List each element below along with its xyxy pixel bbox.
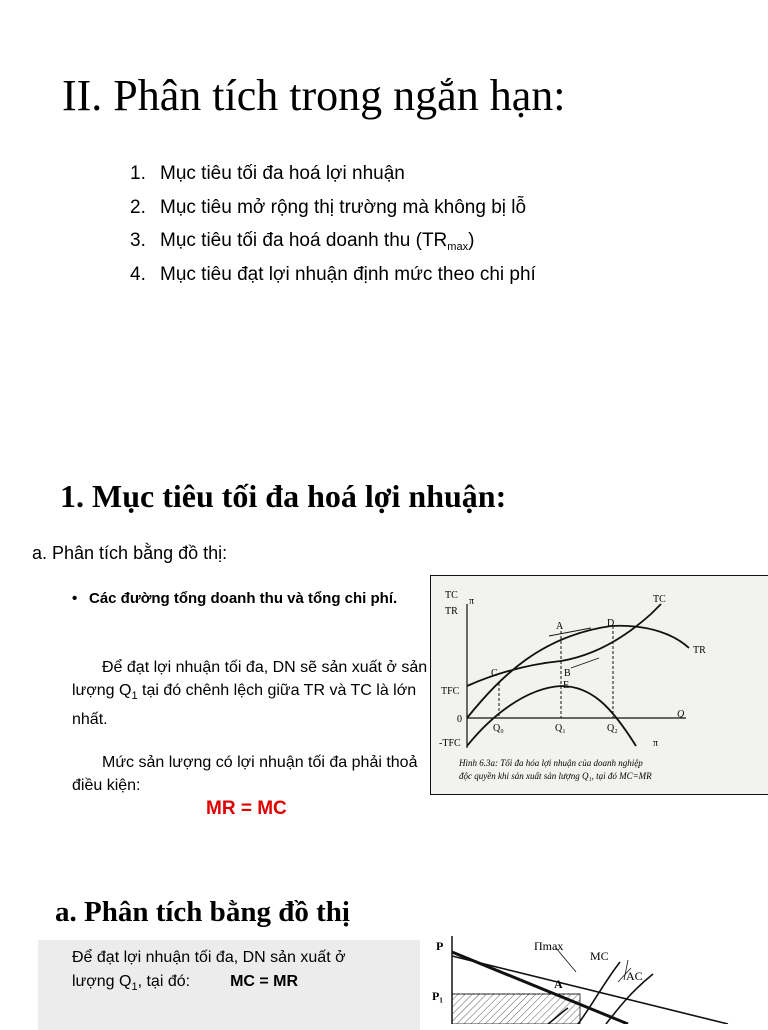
point-a-label: A — [556, 621, 564, 632]
paragraph-profit: Để đạt lợi nhuận tối đa, DN sẽ sản xuất ở sản lượng $Q_1$ tại đó chênh lệch giữa TR và TC là lớn nhất. — [72, 659, 428, 728]
tangent-line-b — [571, 658, 599, 668]
list-item: 4. Mục tiêu đạt lợi nhuận định mức theo chi phí — [130, 263, 536, 285]
list-item: 2. Mục tiêu mở rộng thị trường mà không bị lỗ — [130, 196, 527, 218]
figure-mc-ac-graph — [428, 932, 768, 1024]
figure-caption-line1: Hình 6.3a: Tối đa hóa lợi nhuận của doanh nghiệp — [459, 758, 643, 768]
condition-formula: MR = MC — [206, 798, 287, 819]
mc-label: MC — [590, 949, 609, 963]
tr-curve — [467, 626, 689, 718]
q0-label: Q₀ — [493, 723, 504, 734]
ac-label: AC — [626, 969, 643, 983]
pi-curve — [467, 686, 636, 746]
objectives-list — [130, 160, 536, 294]
q1-label: Q₁ — [555, 723, 566, 734]
subsection-heading: a. Phân tích bằng đồ thị: — [32, 543, 228, 563]
point-d-label: D — [607, 618, 615, 629]
tc-curve-label: TC — [653, 594, 666, 605]
point-b-label: B — [564, 668, 571, 679]
q2-label: Q₂ — [607, 723, 618, 734]
text-box-content: Để đạt lợi nhuận tối đa, DN sản xuất ở lượng $Q_1$, tại đó: MC = MR — [72, 949, 346, 993]
p-axis-label: P — [436, 939, 444, 953]
q-axis-label: Q — [677, 709, 685, 720]
slide-title: II. Phân tích trong ngắn hạn: — [62, 71, 566, 120]
pimax-label: Πmax — [534, 939, 564, 953]
bullet-item: • Các đường tổng doanh thu và tổng chi phí. — [72, 586, 412, 611]
point-a-label: A — [554, 977, 563, 991]
list-item: 3. Mục tiêu tối đa hoá doanh thu $(TR_{max})$ — [130, 230, 475, 253]
bullet-icon: • — [72, 590, 78, 607]
pi-axis-label: π — [469, 596, 475, 607]
point-c-label: C — [491, 668, 498, 679]
origin-label: 0 — [457, 714, 462, 725]
paragraph-condition: Mức sản lượng có lợi nhuận tối đa phải thoả điều kiện: — [72, 754, 418, 794]
profit-area — [452, 994, 580, 1024]
list-item: 1. Mục tiêu tối đa hoá lợi nhuận — [130, 163, 405, 184]
pi-curve-label: π — [653, 738, 659, 749]
section-title-a: a. Phân tích bằng đồ thị — [55, 896, 350, 928]
tr-axis-label: TR — [445, 606, 458, 617]
figure-tr-tc-graph — [430, 575, 768, 795]
tc-axis-label: TC — [445, 590, 458, 601]
point-e-label: E — [563, 680, 570, 691]
section-title: 1. Mục tiêu tối đa hoá lợi nhuận: — [60, 478, 507, 514]
p1-label: P₁ — [432, 989, 443, 1003]
neg-tfc-label: -TFC — [439, 738, 461, 749]
figure-caption-line2: độc quyền khi sản xuất sản lượng Q₁, tại đó MC=MR — [459, 771, 652, 781]
tfc-label: TFC — [441, 686, 460, 697]
tr-curve-label: TR — [693, 645, 706, 656]
